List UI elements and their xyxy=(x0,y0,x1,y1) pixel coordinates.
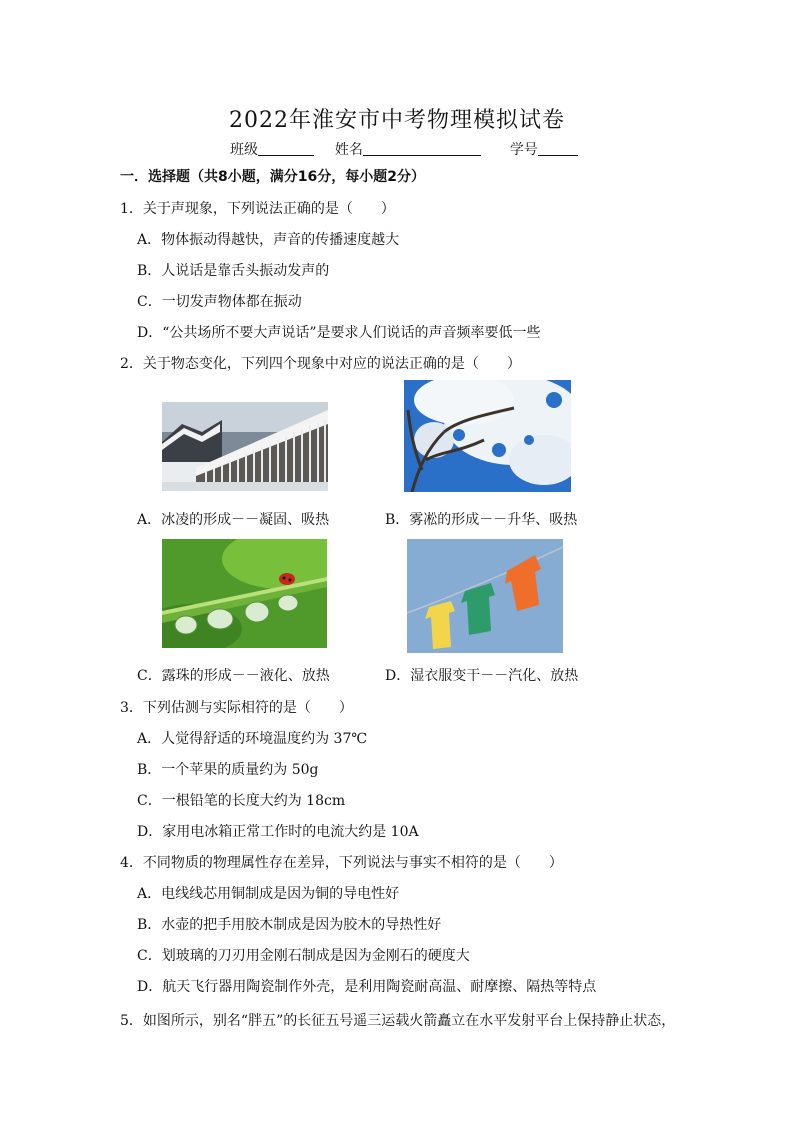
option-a-caption: A．冰凌的形成－－凝固、吸热 xyxy=(137,512,330,528)
question-3-stem: 3．下列估测与实际相符的是（ ） xyxy=(120,700,353,716)
drying-clothes-image xyxy=(407,539,563,653)
question-1-option-a: A．物体振动得越快，声音的传播速度越大 xyxy=(137,232,400,248)
name-blank[interactable] xyxy=(363,141,481,156)
question-1-stem: 1．关于声现象，下列说法正确的是（ ） xyxy=(120,201,395,217)
question-4-option-d: D．航天飞行器用陶瓷制作外壳，是利用陶瓷耐高温、耐摩擦、隔热等特点 xyxy=(137,979,597,995)
section-heading: 一．选择题（共8小题，满分16分，每小题2分） xyxy=(120,169,425,185)
option-c-caption: C．露珠的形成－－液化、放热 xyxy=(137,668,330,684)
question-4-stem: 4．不同物质的物理属性存在差异，下列说法与事实不相符的是（ ） xyxy=(120,855,563,871)
class-label: 班级 xyxy=(230,142,258,158)
question-4-option-b: B．水壶的把手用胶木制成是因为胶木的导热性好 xyxy=(137,917,442,933)
id-blank[interactable] xyxy=(538,141,578,156)
name-label: 姓名 xyxy=(334,142,363,158)
rime-tree-image xyxy=(404,380,571,492)
question-1-option-d: D．“公共场所不要大声说话”是要求人们说话的声音频率要低一些 xyxy=(137,325,541,341)
question-4-option-c: C．划玻璃的刀刃用金刚石制成是因为金刚石的硬度大 xyxy=(137,948,470,964)
question-3-option-d: D．家用电冰箱正常工作时的电流大约是 10A xyxy=(137,824,419,840)
question-1-option-c: C．一切发声物体都在振动 xyxy=(137,294,302,310)
dew-drops-image xyxy=(162,539,327,648)
option-b-caption: B．雾凇的形成－－升华、吸热 xyxy=(385,512,578,528)
class-blank[interactable] xyxy=(258,141,314,156)
question-3-option-c: C．一根铅笔的长度大约为 18cm xyxy=(137,793,346,809)
exam-title: 2022年淮安市中考物理模拟试卷 xyxy=(229,108,565,133)
option-d-caption: D．湿衣服变干－－汽化、放热 xyxy=(385,668,579,684)
question-2-stem: 2．关于物态变化，下列四个现象中对应的说法正确的是（ ） xyxy=(120,356,521,372)
question-1-option-b: B．人说话是靠舌头振动发声的 xyxy=(137,263,330,279)
question-3-option-b: B．一个苹果的质量约为 50g xyxy=(137,762,319,778)
question-4-option-a: A．电线线芯用铜制成是因为铜的导电性好 xyxy=(137,886,400,902)
question-5-stem: 5．如图所示，别名“胖五”的长征五号遥三运载火箭矗立在水平发射平台上保持静止状态， xyxy=(120,1013,676,1029)
id-label: 学号 xyxy=(509,142,538,158)
student-info-row xyxy=(230,139,578,159)
question-3-option-a: A．人觉得舒适的环境温度约为 37℃ xyxy=(137,731,368,747)
icicle-image xyxy=(162,402,328,491)
